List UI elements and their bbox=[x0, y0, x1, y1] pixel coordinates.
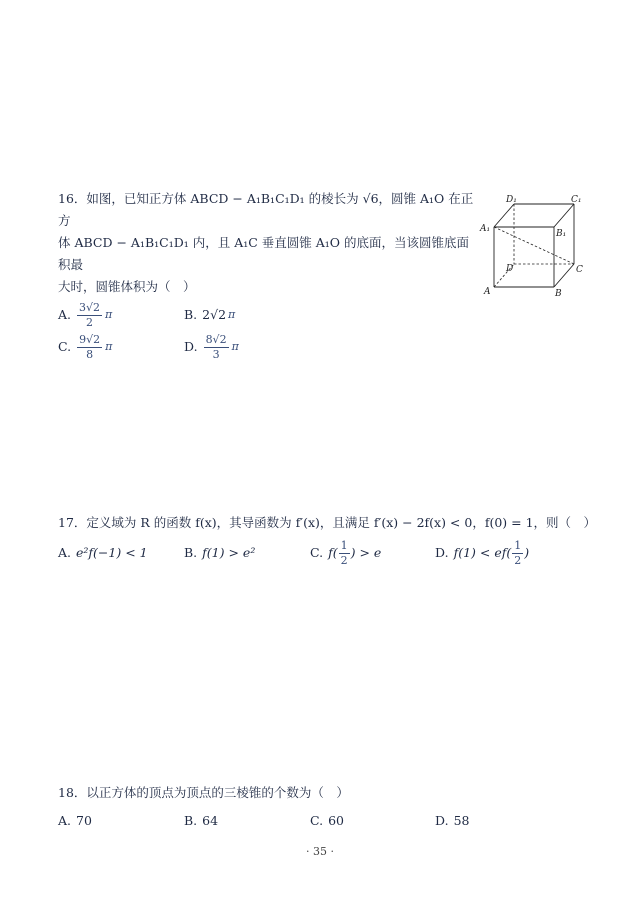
option-value-prefix: f(1) < ef( bbox=[453, 545, 512, 560]
fraction-numerator: 3√2 bbox=[79, 300, 101, 314]
option-label: B. bbox=[184, 307, 198, 322]
fraction-denominator: 2 bbox=[86, 315, 94, 329]
option-label: A. bbox=[58, 813, 72, 828]
edge-bc bbox=[554, 264, 574, 287]
option-label: C. bbox=[310, 813, 324, 828]
q17-option-d[interactable] bbox=[435, 538, 529, 568]
question-18-stem: 18．以正方体的顶点为顶点的三棱锥的个数为（ ） bbox=[58, 785, 349, 800]
fraction bbox=[77, 334, 102, 361]
option-value-suffix: ) > e bbox=[350, 545, 382, 560]
cube-figure bbox=[478, 192, 588, 302]
q18-option-d[interactable] bbox=[435, 806, 469, 836]
pi-symbol: π bbox=[105, 340, 113, 353]
option-label: A. bbox=[58, 545, 72, 560]
q17-option-a[interactable] bbox=[58, 538, 148, 568]
q16-options-row-2 bbox=[58, 332, 578, 362]
option-value: 2√2 bbox=[202, 307, 227, 322]
q16-stem-line-1: 16．如图，已知正方体 ABCD − A₁B₁C₁D₁ 的棱长为 √6，圆锥 A₁O 在正方 bbox=[58, 191, 474, 228]
q16-option-c[interactable] bbox=[58, 332, 112, 362]
label-a1: A₁ bbox=[480, 224, 491, 234]
option-value: 58 bbox=[453, 813, 470, 828]
option-value-suffix: ) bbox=[524, 545, 530, 560]
pi-symbol: π bbox=[105, 308, 113, 321]
label-d1: D₁ bbox=[506, 195, 517, 205]
option-value-prefix: f( bbox=[328, 545, 338, 560]
label-c: C bbox=[576, 265, 583, 275]
q16-options-row-1 bbox=[58, 300, 578, 330]
edge-b1c1 bbox=[554, 204, 574, 227]
question-18 bbox=[58, 782, 578, 836]
q18-option-c[interactable] bbox=[310, 806, 344, 836]
fraction-numerator: 8√2 bbox=[205, 332, 227, 346]
q18-options-row bbox=[58, 806, 578, 836]
q17-option-b[interactable] bbox=[184, 538, 255, 568]
option-value: e²f(−1) < 1 bbox=[76, 545, 148, 560]
option-label: D. bbox=[435, 545, 449, 560]
q16-option-b[interactable] bbox=[184, 300, 235, 330]
fraction-denominator: 2 bbox=[514, 553, 522, 567]
fraction-numerator: 1 bbox=[340, 538, 348, 552]
q16-option-d[interactable] bbox=[184, 332, 239, 362]
option-label: B. bbox=[184, 545, 198, 560]
label-d: D bbox=[506, 264, 514, 274]
page-number: · 35 · bbox=[306, 845, 334, 858]
option-label: B. bbox=[184, 813, 198, 828]
q18-option-a[interactable] bbox=[58, 806, 92, 836]
option-value: 64 bbox=[202, 813, 219, 828]
fraction-denominator: 2 bbox=[340, 553, 348, 567]
fraction bbox=[204, 334, 229, 361]
option-value: 60 bbox=[328, 813, 344, 828]
option-value: 70 bbox=[76, 813, 92, 828]
option-value: f(1) > e² bbox=[202, 545, 256, 560]
fraction bbox=[339, 540, 350, 567]
q18-option-b[interactable] bbox=[184, 806, 218, 836]
q17-option-c[interactable] bbox=[310, 538, 381, 568]
pi-symbol: π bbox=[228, 308, 236, 321]
question-17-stem: 17．定义域为 R 的函数 f(x)，其导函数为 f′(x)，且满足 f′(x) − 2f(x) < 0，f(0) = 1，则（ ） bbox=[58, 515, 597, 530]
fraction-numerator: 9√2 bbox=[79, 332, 101, 346]
option-label: D. bbox=[435, 813, 449, 828]
edge-a1d1 bbox=[494, 204, 514, 227]
label-a: A bbox=[484, 287, 491, 297]
fraction bbox=[77, 302, 102, 329]
option-label: C. bbox=[310, 545, 324, 560]
q16-stem-line-3: 大时，圆锥体积为（ ） bbox=[58, 279, 196, 294]
fraction bbox=[512, 540, 523, 567]
label-b1: B₁ bbox=[556, 229, 567, 239]
label-b: B bbox=[555, 289, 562, 299]
q16-stem-line-2: 体 ABCD − A₁B₁C₁D₁ 内，且 A₁C 垂直圆锥 A₁O 的底面，当该圆锥底面积最 bbox=[58, 235, 470, 272]
option-label: D. bbox=[184, 339, 198, 354]
option-label: C. bbox=[58, 339, 72, 354]
fraction-denominator: 8 bbox=[86, 347, 94, 361]
label-c1: C₁ bbox=[571, 195, 582, 205]
fraction-denominator: 3 bbox=[212, 347, 220, 361]
fraction-numerator: 1 bbox=[514, 538, 522, 552]
option-label: A. bbox=[58, 307, 72, 322]
question-16-stem bbox=[58, 188, 478, 298]
q16-option-a[interactable] bbox=[58, 300, 112, 330]
question-17 bbox=[58, 512, 596, 568]
pi-symbol: π bbox=[231, 340, 239, 353]
q17-options-row bbox=[58, 538, 578, 568]
